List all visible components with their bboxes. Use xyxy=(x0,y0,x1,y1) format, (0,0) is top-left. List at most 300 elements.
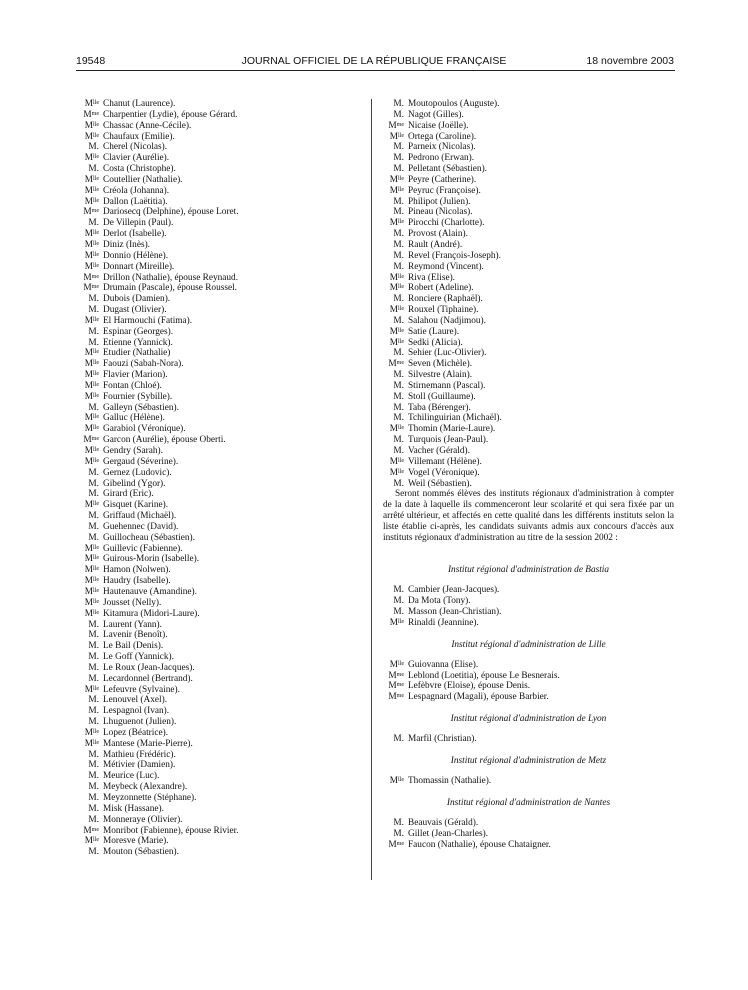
civility-title: $M^{lle}$ xyxy=(84,554,99,565)
person-name: Guiovanna (Elise). xyxy=(408,659,479,670)
name-entry xyxy=(383,207,674,218)
person-name: Mantese (Marie-Pierre). xyxy=(103,738,193,749)
civility-title: M. xyxy=(393,250,404,261)
name-entry xyxy=(78,576,340,587)
name-entry xyxy=(383,840,674,851)
name-entry xyxy=(78,348,340,359)
person-name: Ortega (Caroline). xyxy=(408,131,477,142)
person-name: Revel (François-Joseph). xyxy=(408,250,501,261)
name-entry xyxy=(78,424,340,435)
civility-title: $M^{me}$ xyxy=(388,692,404,703)
civility-title: $M^{lle}$ xyxy=(389,272,404,283)
person-name: Stirnemann (Pascal). xyxy=(408,380,486,391)
civility-title: $M^{lle}$ xyxy=(389,424,404,435)
civility-title: $M^{lle}$ xyxy=(84,424,99,435)
institute-heading: Institut régional d'administration de Metz xyxy=(450,755,607,766)
person-name: Pedrono (Erwan). xyxy=(408,153,475,164)
civility-title: $M^{lle}$ xyxy=(84,543,99,554)
person-name: Meyzonnette (Stéphane). xyxy=(103,793,197,803)
person-name: Hautenauve (Amandine). xyxy=(103,586,197,597)
person-name: Nagot (Gilles). xyxy=(408,109,464,120)
civility-title: M. xyxy=(393,109,404,120)
name-entry xyxy=(383,305,674,316)
civility-title: $M^{lle}$ xyxy=(84,315,99,326)
name-entry xyxy=(383,273,674,284)
name-entry xyxy=(78,121,340,132)
name-entry xyxy=(78,717,340,728)
civility-title: M. xyxy=(393,142,404,153)
person-name: Da Mota (Tony). xyxy=(408,596,471,607)
civility-title: $M^{lle}$ xyxy=(389,467,404,478)
name-entry xyxy=(383,435,674,446)
person-name: Dubois (Damien). xyxy=(103,294,171,305)
civility-title: M. xyxy=(393,402,404,413)
institute-heading: Institut régional d'administration de Lyon xyxy=(450,714,607,725)
person-name: Guehennec (David). xyxy=(103,521,179,532)
nomination-paragraph: Seront nommés élèves des instituts régionaux d'administration à compter de la date à laquelle ils commenceront leur scolarité et qui sera fixée par un arrêté ultérieur, et affectés en cette qualité dans les différents instituts selon la liste établie ci-après, les candidats suivants admis aux concours d'accès aux instituts régionaux d'administration au titre de la session 2002 : xyxy=(383,489,674,543)
name-entry xyxy=(383,457,674,468)
person-name: Rault (André). xyxy=(408,239,463,250)
name-entry xyxy=(383,294,674,305)
person-name: Drillon (Nathalie), épouse Reynaud. xyxy=(103,272,239,283)
name-entry xyxy=(78,728,340,739)
person-name: Reymond (Vincent). xyxy=(408,261,484,272)
name-entry xyxy=(78,847,340,858)
civility-title: M. xyxy=(88,814,99,825)
person-name: De Villepin (Paul). xyxy=(103,218,174,229)
person-name: Charpentier (Lydie), épouse Gérard. xyxy=(103,109,238,120)
civility-title: $M^{lle}$ xyxy=(84,229,99,240)
name-entry xyxy=(383,585,674,596)
name-entry xyxy=(78,522,340,533)
institute-heading: Institut régional d'administration de Bastia xyxy=(447,565,610,576)
civility-title: M. xyxy=(393,153,404,164)
person-name: Lenouvel (Axel). xyxy=(103,695,168,706)
name-entry xyxy=(78,392,340,403)
institutes-list xyxy=(383,565,674,850)
person-name: Guirous-Morin (Isabelle). xyxy=(103,554,200,565)
civility-title: M. xyxy=(88,793,99,803)
person-name: Weil (Sébastien). xyxy=(408,478,472,489)
name-entry xyxy=(78,565,340,576)
name-entry xyxy=(78,685,340,696)
civility-title: M. xyxy=(88,489,99,500)
civility-title: M. xyxy=(88,706,99,717)
civility-title: $M^{lle}$ xyxy=(389,218,404,229)
person-name: Cherel (Nicolas). xyxy=(103,142,168,153)
civility-title: M. xyxy=(88,803,99,814)
civility-title: $M^{lle}$ xyxy=(389,174,404,185)
header-rule xyxy=(76,70,675,71)
name-entry xyxy=(78,262,340,273)
civility-title: $M^{me}$ xyxy=(388,120,404,131)
name-entry xyxy=(78,804,340,815)
institute-heading: Institut régional d'administration de Lille xyxy=(451,639,606,650)
person-name: Chaufaux (Emilie). xyxy=(103,131,175,142)
name-entry xyxy=(78,739,340,750)
person-name: Satie (Laure). xyxy=(408,326,460,337)
name-entry xyxy=(78,836,340,847)
civility-title: M. xyxy=(393,435,404,446)
name-entry xyxy=(78,663,340,674)
name-entry xyxy=(383,424,674,435)
civility-title: M. xyxy=(88,771,99,782)
person-name: Mouton (Sébastien). xyxy=(103,847,179,858)
civility-title: M. xyxy=(88,662,99,673)
name-entry xyxy=(383,348,674,359)
civility-title: M. xyxy=(88,218,99,229)
person-name: Faouzi (Sabah-Nora). xyxy=(103,359,184,370)
name-entry xyxy=(383,671,674,682)
name-entry xyxy=(78,132,340,143)
civility-title: M. xyxy=(88,337,99,348)
name-entry xyxy=(78,175,340,186)
name-entry xyxy=(383,132,674,143)
person-name: Tchilinguirian (Michaël). xyxy=(408,413,502,424)
civility-title: $M^{me}$ xyxy=(83,435,99,446)
name-entry xyxy=(383,660,674,671)
name-entry xyxy=(78,273,340,284)
civility-title: M. xyxy=(88,782,99,793)
civility-title: $M^{lle}$ xyxy=(84,727,99,738)
civility-title: M. xyxy=(393,370,404,381)
person-name: Stoll (Guillaume). xyxy=(408,391,476,402)
person-name: Créola (Johanna). xyxy=(103,185,170,196)
name-entry xyxy=(78,99,340,110)
person-name: Meybeck (Alexandre). xyxy=(103,782,188,793)
name-entry xyxy=(383,316,674,327)
civility-title: M. xyxy=(88,847,99,858)
name-entry xyxy=(383,283,674,294)
civility-title: $M^{me}$ xyxy=(83,272,99,283)
right-name-list xyxy=(383,99,674,489)
civility-title: M. xyxy=(393,196,404,207)
civility-title: $M^{lle}$ xyxy=(84,456,99,467)
person-name: Guillocheau (Sébastien). xyxy=(103,532,195,543)
name-entry xyxy=(78,500,340,511)
civility-title: M. xyxy=(88,630,99,641)
civility-title: M. xyxy=(393,585,404,596)
person-name: Riva (Elise). xyxy=(408,272,455,283)
name-entry xyxy=(383,251,674,262)
person-name: Donnio (Hélène). xyxy=(103,250,169,261)
name-entry xyxy=(78,229,340,240)
name-entry xyxy=(78,294,340,305)
person-name: Nicaise (Joëlle). xyxy=(408,120,469,131)
person-name: Dallon (Laëtitia). xyxy=(103,196,168,207)
civility-title: $M^{me}$ xyxy=(83,283,99,294)
name-entry xyxy=(78,771,340,782)
name-entry xyxy=(78,251,340,262)
name-entry xyxy=(78,370,340,381)
civility-title: $M^{lle}$ xyxy=(84,153,99,164)
person-name: Dugast (Olivier). xyxy=(103,305,167,316)
civility-title: M. xyxy=(393,294,404,305)
person-name: Jousset (Nelly). xyxy=(103,597,162,608)
name-entry xyxy=(383,618,674,629)
person-name: Monribot (Fabienne), épouse Rivier. xyxy=(103,825,239,836)
name-entry xyxy=(78,511,340,522)
person-name: Marfil (Christian). xyxy=(408,734,477,745)
person-name: Thomassin (Nathalie). xyxy=(408,775,492,786)
person-name: Dariosecq (Delphine), épouse Loret. xyxy=(103,207,239,218)
civility-title: $M^{lle}$ xyxy=(389,283,404,294)
name-entry xyxy=(78,609,340,620)
name-entry xyxy=(383,197,674,208)
civility-title: $M^{lle}$ xyxy=(389,326,404,337)
person-name: Gisquet (Karine). xyxy=(103,500,169,511)
civility-title: M. xyxy=(88,402,99,413)
person-name: Métivier (Damien). xyxy=(103,760,176,771)
person-name: Lespagnol (Ivan). xyxy=(103,706,170,717)
name-entry xyxy=(78,207,340,218)
civility-title: M. xyxy=(88,467,99,478)
civility-title: M. xyxy=(88,478,99,489)
civility-title: M. xyxy=(393,380,404,391)
name-entry xyxy=(383,164,674,175)
person-name: Monneraye (Olivier). xyxy=(103,814,183,825)
civility-title: $M^{lle}$ xyxy=(84,348,99,359)
institute-heading: Institut régional d'administration de Nantes xyxy=(446,797,611,808)
civility-title: $M^{me}$ xyxy=(83,207,99,218)
civility-title: M. xyxy=(393,164,404,175)
person-name: Masson (Jean-Christian). xyxy=(408,607,502,618)
civility-title: M. xyxy=(393,315,404,326)
person-name: Fournier (Sybille). xyxy=(103,391,173,402)
person-name: Robert (Adeline). xyxy=(408,283,474,294)
person-name: Thomin (Marie-Laure). xyxy=(408,424,496,435)
name-entry xyxy=(383,229,674,240)
civility-title: $M^{lle}$ xyxy=(84,239,99,250)
civility-title: $M^{lle}$ xyxy=(389,456,404,467)
civility-title: $M^{lle}$ xyxy=(84,684,99,695)
name-entry xyxy=(78,706,340,717)
civility-title: $M^{lle}$ xyxy=(84,391,99,402)
civility-title: M. xyxy=(88,652,99,663)
person-name: Donnart (Mireille). xyxy=(103,261,175,272)
civility-title: $M^{lle}$ xyxy=(84,359,99,370)
civility-title: M. xyxy=(393,734,404,745)
person-name: Misk (Hassane). xyxy=(103,803,164,814)
name-entry xyxy=(383,681,674,692)
name-entry xyxy=(383,240,674,251)
civility-title: M. xyxy=(393,239,404,250)
name-entry xyxy=(78,403,340,414)
person-name: Girard (Eric). xyxy=(103,489,154,500)
civility-title: M. xyxy=(88,749,99,760)
person-name: Pineau (Nicolas). xyxy=(408,207,473,218)
person-name: Le Goff (Yannick). xyxy=(103,652,174,663)
person-name: Silvestre (Alain). xyxy=(408,370,473,381)
person-name: Parneix (Nicolas). xyxy=(408,142,476,153)
person-name: Sedki (Alicia). xyxy=(408,337,463,348)
person-name: Philipot (Julien). xyxy=(408,196,471,207)
civility-title: M. xyxy=(88,641,99,652)
civility-title: M. xyxy=(88,142,99,153)
person-name: Cambier (Jean-Jacques). xyxy=(408,585,500,596)
name-entry xyxy=(78,110,340,121)
person-name: Galleyn (Sébastien). xyxy=(103,402,179,413)
person-name: Moresve (Marie). xyxy=(103,836,169,847)
person-name: Lavenir (Benoît). xyxy=(103,630,168,641)
name-entry xyxy=(78,554,340,565)
name-entry xyxy=(383,468,674,479)
name-entry xyxy=(78,587,340,598)
left-name-column xyxy=(78,99,340,858)
person-name: Lespagnard (Magali), épouse Barbier. xyxy=(408,692,549,703)
civility-title: $M^{lle}$ xyxy=(389,659,404,670)
person-name: Ronciere (Raphaël). xyxy=(408,294,483,305)
name-entry xyxy=(383,413,674,424)
civility-title: M. xyxy=(393,607,404,618)
civility-title: M. xyxy=(88,164,99,175)
name-entry xyxy=(78,218,340,229)
person-name: Peyre (Catherine). xyxy=(408,174,477,185)
name-entry xyxy=(383,262,674,273)
civility-title: $M^{lle}$ xyxy=(84,196,99,207)
name-entry xyxy=(383,110,674,121)
name-entry xyxy=(78,544,340,555)
person-name: Salahou (Nadjimou). xyxy=(408,315,486,326)
person-name: Laurent (Yann). xyxy=(103,619,162,630)
name-entry xyxy=(78,826,340,837)
person-name: Le Bail (Denis). xyxy=(103,641,164,652)
person-name: Peyruc (Françoise). xyxy=(408,185,481,196)
person-name: Villemant (Hélène). xyxy=(408,456,482,467)
issue-date: 18 novembre 2003 xyxy=(586,55,674,67)
person-name: Taba (Bérenger). xyxy=(408,402,471,413)
person-name: Haudry (Isabelle). xyxy=(103,576,171,587)
person-name: Espinar (Georges). xyxy=(103,326,174,337)
civility-title: M. xyxy=(88,511,99,522)
civility-title: M. xyxy=(393,391,404,402)
civility-title: $M^{lle}$ xyxy=(389,131,404,142)
civility-title: M. xyxy=(88,326,99,337)
name-entry xyxy=(383,776,674,787)
civility-title: $M^{lle}$ xyxy=(389,305,404,316)
civility-title: $M^{lle}$ xyxy=(84,738,99,749)
person-name: Gendry (Sarah). xyxy=(103,446,163,456)
civility-title: $M^{lle}$ xyxy=(84,586,99,597)
name-entry xyxy=(78,305,340,316)
name-entry xyxy=(78,489,340,500)
name-entry xyxy=(78,359,340,370)
civility-title: M. xyxy=(393,413,404,424)
civility-title: M. xyxy=(393,261,404,272)
name-entry xyxy=(383,818,674,829)
person-name: Galluc (Hélène). xyxy=(103,413,165,424)
civility-title: $M^{lle}$ xyxy=(389,337,404,348)
name-entry xyxy=(383,359,674,370)
person-name: Gillet (Jean-Charles). xyxy=(408,828,489,839)
civility-title: $M^{me}$ xyxy=(388,359,404,370)
name-entry xyxy=(383,381,674,392)
person-name: Garabiol (Véronique). xyxy=(103,424,186,435)
name-entry xyxy=(78,142,340,153)
civility-title: M. xyxy=(393,828,404,839)
name-entry xyxy=(78,641,340,652)
person-name: Meurice (Luc). xyxy=(103,771,160,782)
name-entry xyxy=(78,630,340,641)
civility-title: $M^{lle}$ xyxy=(84,131,99,142)
name-entry xyxy=(78,479,340,490)
person-name: Coutellier (Nathalie). xyxy=(103,174,183,185)
right-name-column xyxy=(383,99,674,850)
civility-title: M. xyxy=(393,207,404,218)
person-name: Mathieu (Frédéric). xyxy=(103,749,176,760)
civility-title: M. xyxy=(88,294,99,305)
person-name: Faucon (Nathalie), épouse Chataigner. xyxy=(408,839,551,850)
person-name: Leblond (Loetitia), épouse Le Besnerais. xyxy=(408,670,560,681)
name-entry xyxy=(383,403,674,414)
civility-title: $M^{lle}$ xyxy=(84,565,99,576)
civility-title: $M^{me}$ xyxy=(388,670,404,681)
name-entry xyxy=(78,435,340,446)
name-entry xyxy=(383,607,674,618)
civility-title: $M^{me}$ xyxy=(83,109,99,120)
name-entry xyxy=(78,760,340,771)
person-name: Gibelind (Ygor). xyxy=(103,478,166,489)
name-entry xyxy=(78,153,340,164)
name-entry xyxy=(383,153,674,164)
name-entry xyxy=(78,652,340,663)
civility-title: $M^{lle}$ xyxy=(84,250,99,261)
civility-title: $M^{lle}$ xyxy=(389,775,404,786)
name-entry xyxy=(383,479,674,490)
person-name: Chanut (Laurence). xyxy=(103,99,176,109)
name-entry xyxy=(78,533,340,544)
person-name: Vogel (Véronique). xyxy=(408,467,480,478)
name-entry xyxy=(78,381,340,392)
person-name: Flavier (Marion). xyxy=(103,370,168,381)
name-entry xyxy=(383,829,674,840)
civility-title: $M^{lle}$ xyxy=(84,597,99,608)
person-name: Rinaldi (Jeannine). xyxy=(408,617,479,628)
name-entry xyxy=(78,782,340,793)
name-entry xyxy=(78,750,340,761)
name-entry xyxy=(383,175,674,186)
person-name: Provost (Alain). xyxy=(408,229,468,240)
civility-title: $M^{lle}$ xyxy=(84,380,99,391)
name-entry xyxy=(383,734,674,745)
name-entry xyxy=(383,338,674,349)
civility-title: $M^{lle}$ xyxy=(84,99,99,109)
person-name: Lefèbvre (Eloise), épouse Denis. xyxy=(408,681,531,692)
civility-title: M. xyxy=(88,521,99,532)
civility-title: $M^{me}$ xyxy=(388,681,404,692)
civility-title: M. xyxy=(88,532,99,543)
person-name: Lhuguenot (Julien). xyxy=(103,717,177,728)
civility-title: M. xyxy=(88,673,99,684)
person-name: Seven (Michèle). xyxy=(408,359,473,370)
civility-title: $M^{me}$ xyxy=(388,839,404,850)
name-entry xyxy=(78,457,340,468)
civility-title: M. xyxy=(393,817,404,828)
name-entry xyxy=(78,793,340,804)
civility-title: $M^{lle}$ xyxy=(389,185,404,196)
civility-title: $M^{me}$ xyxy=(83,825,99,836)
person-name: El Harmouchi (Fatima). xyxy=(103,315,193,326)
civility-title: M. xyxy=(88,695,99,706)
name-entry xyxy=(383,446,674,457)
person-name: Derlot (Isabelle). xyxy=(103,229,167,240)
name-entry xyxy=(78,413,340,424)
name-entry xyxy=(383,121,674,132)
person-name: Rouxel (Tiphaine). xyxy=(408,305,479,316)
person-name: Pelletant (Sébastien). xyxy=(408,164,488,175)
name-entry xyxy=(383,370,674,381)
person-name: Griffaud (Michaël). xyxy=(103,511,177,522)
